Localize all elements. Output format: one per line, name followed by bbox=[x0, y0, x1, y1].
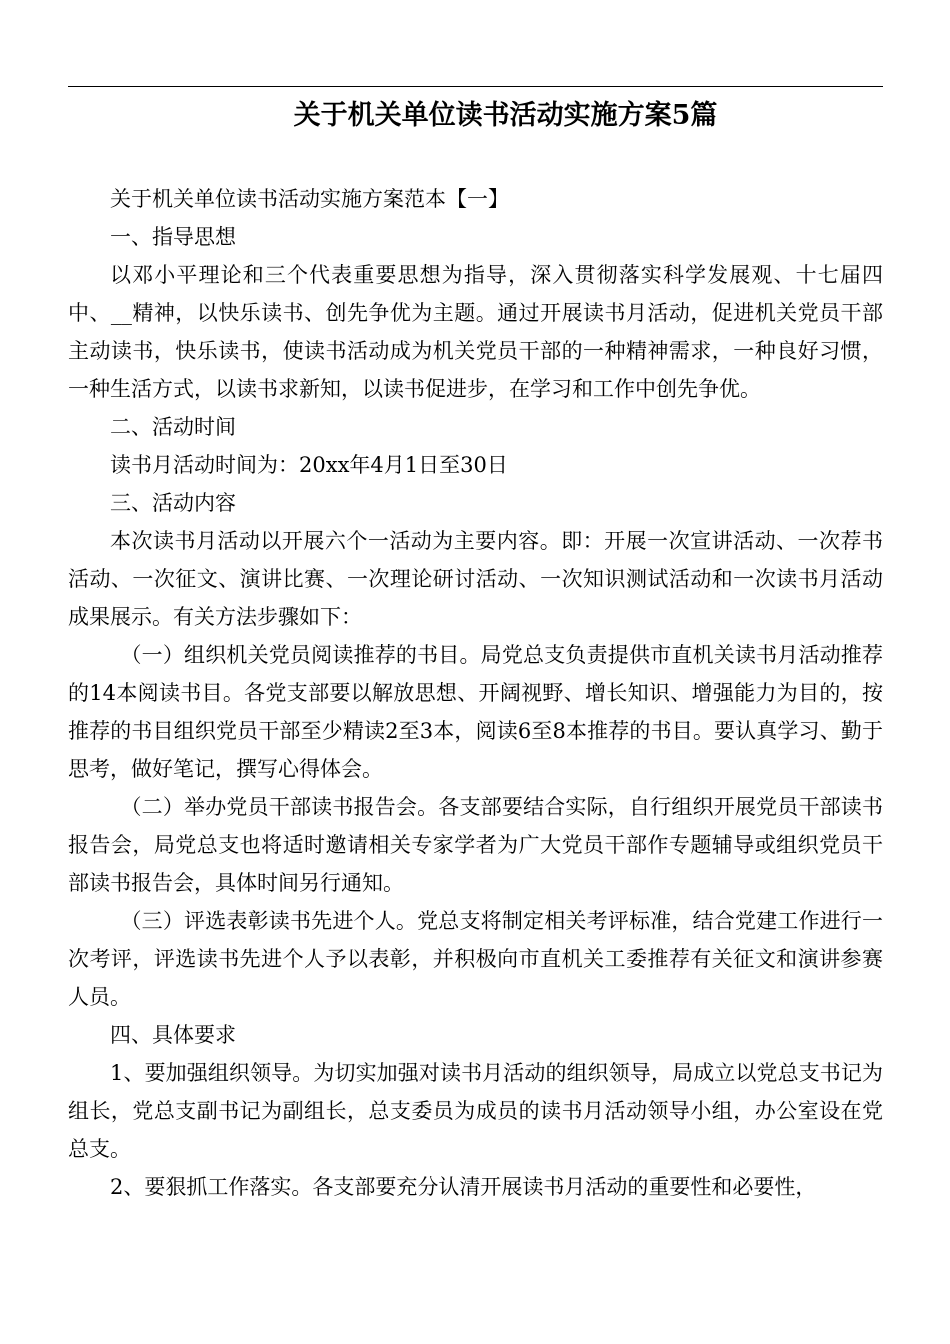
paragraph-activity-content: 本次读书月活动以开展六个一活动为主要内容。即：开展一次宣讲活动、一次荐书活动、一次征文、演讲比赛、一次理论研讨活动、一次知识测试活动和一次读书月活动成果展示。有关方法步骤如下： bbox=[68, 529, 883, 629]
section-heading-4: 四、具体要求 bbox=[110, 1023, 236, 1047]
paragraph-guiding-ideology: 以邓小平理论和三个代表重要思想为指导，深入贯彻落实科学发展观、十七届四中、__精神，以快乐读书、创先争优为主题。通过开展读书月活动，促进机关党员干部主动读书，快乐读书，使读书活动成为机关党员干部的一种精神需求，一种良好习惯，一种生活方式，以读书求新知，以读书促进步，在学习和工作中创先争优。 bbox=[68, 263, 883, 401]
document-body bbox=[68, 180, 883, 1206]
section-heading-1: 一、指导思想 bbox=[110, 225, 236, 249]
section-heading-2: 二、活动时间 bbox=[110, 415, 236, 439]
paragraph-activity-time: 读书月活动时间为：20xx年4月1日至30日 bbox=[110, 453, 508, 477]
paragraph-item-1: （一）组织机关党员阅读推荐的书目。局党总支负责提供市直机关读书月活动推荐的14本阅读书目。各党支部要以解放思想、开阔视野、增长知识、增强能力为目的，按推荐的书目组织党员干部至少精读2至3本，阅读6至8本推荐的书目。要认真学习、勤于思考，做好笔记，撰写心得体会。 bbox=[68, 643, 883, 781]
paragraph-item-2: （二）举办党员干部读书报告会。各支部要结合实际，自行组织开展党员干部读书报告会，局党总支也将适时邀请相关专家学者为广大党员干部作专题辅导或组织党员干部读书报告会，具体时间另行通知。 bbox=[68, 795, 883, 895]
paragraph-requirement-1: 1、要加强组织领导。为切实加强对读书月活动的组织领导，局成立以党总支书记为组长，党总支副书记为副组长，总支委员为成员的读书月活动领导小组，办公室设在党总支。 bbox=[68, 1061, 883, 1161]
subtitle: 关于机关单位读书活动实施方案范本【一】 bbox=[110, 187, 509, 211]
document-title: 关于机关单位读书活动实施方案5篇 bbox=[293, 100, 718, 131]
paragraph-item-3: （三）评选表彰读书先进个人。党总支将制定相关考评标准，结合党建工作进行一次考评，评选读书先进个人予以表彰，并积极向市直机关工委推荐有关征文和演讲参赛人员。 bbox=[68, 909, 883, 1009]
paragraph-requirement-2: 2、要狠抓工作落实。各支部要充分认清开展读书月活动的重要性和必要性， bbox=[110, 1175, 817, 1199]
section-heading-3: 三、活动内容 bbox=[110, 491, 236, 515]
header-rule bbox=[68, 86, 883, 87]
